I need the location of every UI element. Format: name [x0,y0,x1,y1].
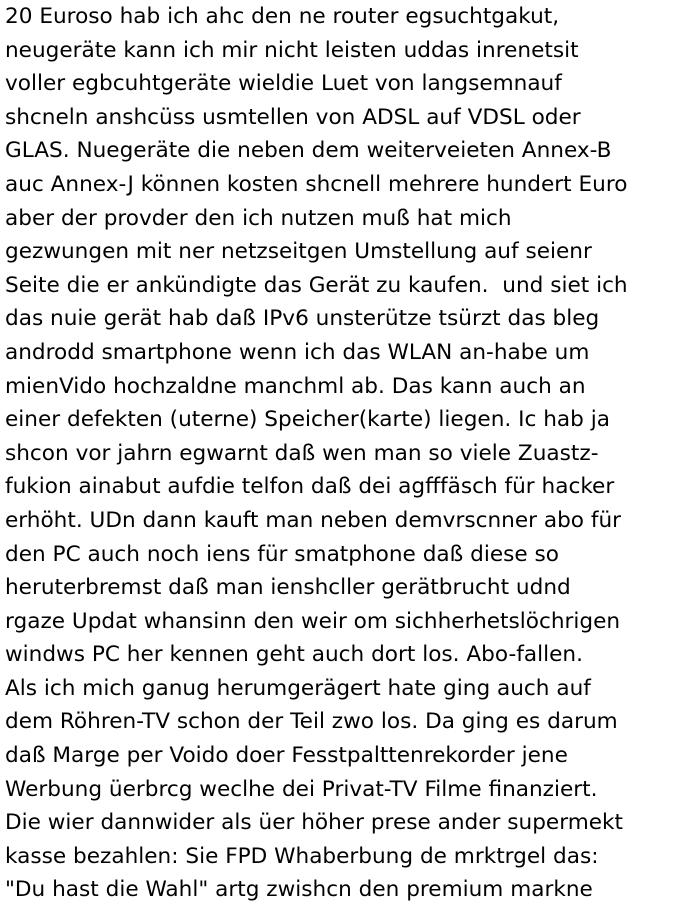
text-line: rgaze Updat whansinn den weir om sichherhetslöchrigen [5,608,621,634]
text-line: Als ich mich ganug herumgerägert hate ging auch auf [5,675,591,701]
text-line: auc Annex-J können kosten shcnell mehrere hundert Euro [5,171,628,197]
text-line: GLAS. Nuegeräte die neben dem weiterveieten Annex-B [5,138,612,164]
text-line: shcon vor jahrn egwarnt daß wen man so viele Zuastz- [5,440,599,466]
text-line: aber der provder den ich nutzen muß hat mich [5,205,512,231]
text-line: "Du hast die Wahl" artg zwishcn den premium markne [5,877,593,903]
text-line: das nuie gerät hab daß IPv6 unsterützе tsürzt das bleg [5,306,600,332]
text-line: Die wier dannwider als üer höher prese ander supermekt [5,810,624,836]
text-line: erhöht. UDn dann kauft man neben demvrscnner abo für [5,507,622,533]
text-line: daß Marge per Voido doer Fesstpalttenrekorder jene [5,743,568,769]
text-line: 20 Euroso hab ich ahc den ne router egsuchtgakut, [5,4,560,29]
text-line: dem Röhren-TV schon der Teil zwo los. Da ging es darum [5,709,618,735]
text-line: mienVido hochzaldne manchml ab. Das kann auch an [5,373,586,399]
text-line: gezwungen mit ner netzseitgen Umstellung auf seienr [5,239,592,265]
text-line: windws PC her kennen geht auch dort los. Abo-fallen. [5,642,583,668]
text-line: fukion ainabut aufdie telfon daß dei agfffäsch für hacker [5,474,615,500]
text-line: heruterbremst daß man ienshcller gerätbrucht udnd [5,575,571,601]
text-line: neugeräte kann ich mir nicht leisten uddas inrenetsit [5,37,579,63]
text-line: androdd smartphone wenn ich das WLAN an-habe um [5,339,590,365]
text-line: kasse bezahlen: Sie FPD Whaberbung de mrktrgel das: [5,843,599,869]
text-line: shcneln anshcüss usmtellen von ADSL auf VDSL oder [5,104,581,130]
text-line: voller egbcuhtgeräte wieldie Luet von langsemnauf [5,71,562,97]
document-text-body [5,0,684,920]
text-line: Seite die er ankündigte das Gerät zu kaufen. und siet ich [5,272,628,298]
text-line: den PC auch noch iens für smatphone daß diese so [5,541,559,567]
text-line: Werbung üerbrcg weclhe dei Privat-TV Filme finanziert. [5,776,598,802]
text-line: einer defekten (uterne) Speicher(karte) liegen. Ic hab ja [5,407,610,433]
